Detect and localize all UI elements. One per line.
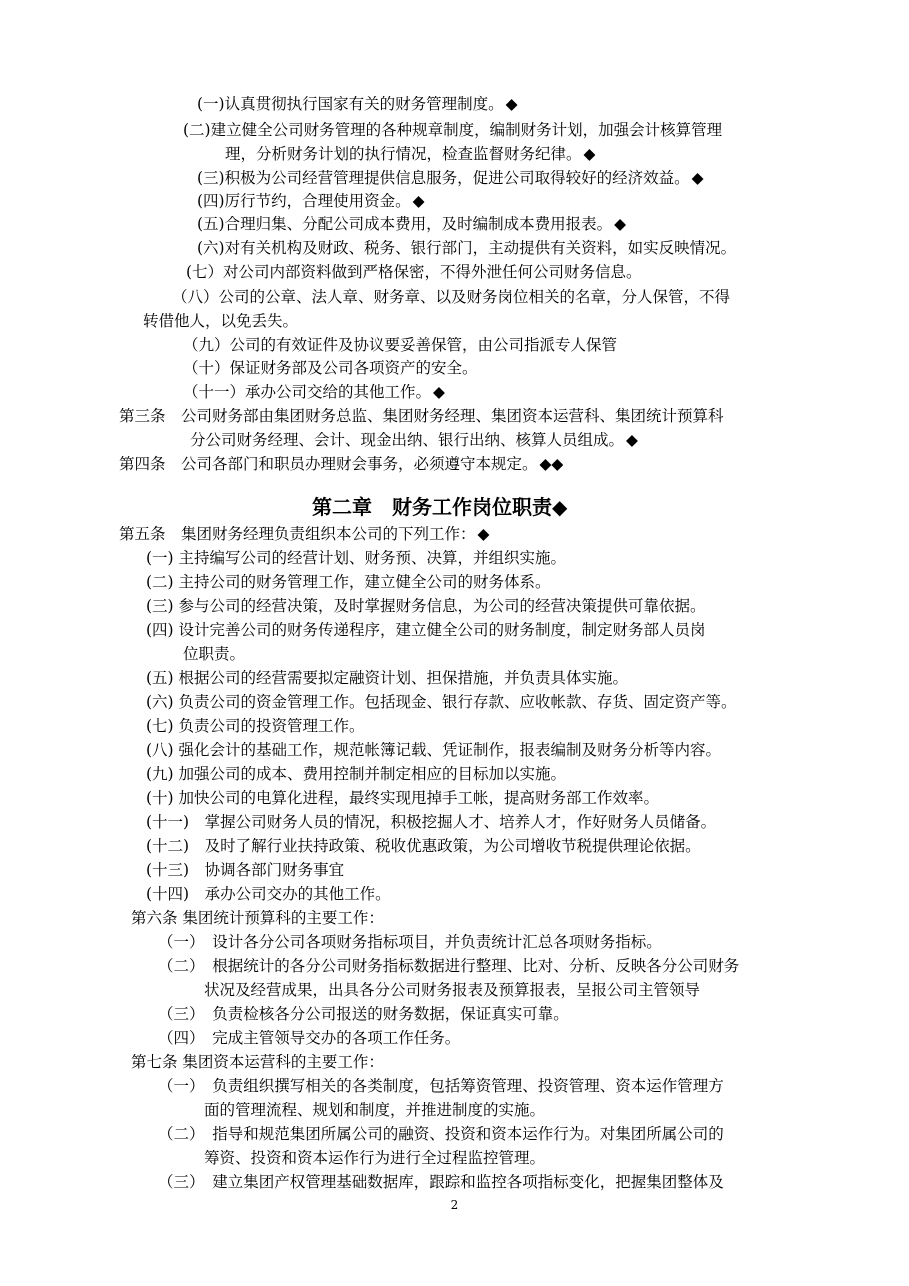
text-line: 第六条 集团统计预算科的主要工作：	[131, 909, 384, 927]
text-line: （一） 设计各分公司各项财务指标项目，并负责统计汇总各项财务指标。	[158, 933, 662, 951]
text-line: (七) 负责公司的投资管理工作。	[146, 717, 365, 735]
text-line: 面的管理流程、规划和制度，并推进制度的实施。	[204, 1101, 546, 1119]
text-line: (十三) 协调各部门财务事宜	[146, 861, 345, 879]
text-line: （十一）承办公司交给的其他工作。 ◆	[183, 383, 445, 401]
text-line: (四) 设计完善公司的财务传递程序，建立健全公司的财务制度，制定财务部人员岗	[146, 621, 706, 639]
text-line: (八) 强化会计的基础工作，规范帐簿记载、凭证制作，报表编制及财务分析等内容。	[146, 741, 722, 759]
text-line: (一) 主持编写公司的经营计划、财务预、决算，并组织实施。	[146, 549, 567, 567]
text-line: (五) 根据公司的经营需要拟定融资计划、担保措施，并负责具体实施。	[146, 669, 629, 687]
page-number: 2	[450, 1198, 459, 1212]
text-line: （二） 指导和规范集团所属公司的融资、投资和资本运作行为。对集团所属公司的	[158, 1125, 724, 1143]
text-line: (四)厉行节约，合理使用资金。 ◆	[197, 192, 425, 210]
text-line: (九) 加强公司的成本、费用控制并制定相应的目标加以实施。	[146, 765, 567, 783]
text-line: （三） 负责检核各分公司报送的财务数据，保证真实可靠。	[158, 1005, 569, 1023]
text-line: 第五条 集团财务经理负责组织本公司的下列工作： ◆	[119, 525, 490, 543]
text-line: (五)合理归集、分配公司成本费用，及时编制成本费用报表。 ◆	[197, 215, 627, 233]
text-line: 第三条 公司财务部由集团财务总监、集团财务经理、集团资本运营科、集团统计预算科	[119, 407, 724, 425]
text-line: （八）公司的公章、法人章、财务章、以及财务岗位相关的名章，分人保管，不得	[172, 288, 731, 306]
text-line: (二) 主持公司的财务管理工作，建立健全公司的财务体系。	[146, 573, 551, 591]
text-line: (十一) 掌握公司财务人员的情况，积极挖掘人才、培养人才，作好财务人员储备。	[146, 813, 717, 831]
text-line: (六) 负责公司的资金管理工作。包括现金、银行存款、应收帐款、存货、固定资产等。	[146, 693, 737, 711]
text-line: 第四条 公司各部门和职员办理财会事务，必须遵守本规定。 ◆◆	[119, 455, 564, 473]
text-line: (十) 加快公司的电算化进程，最终实现甩掉手工帐，提高财务部工作效率。	[146, 789, 660, 807]
text-line: (三) 参与公司的经营决策，及时掌握财务信息，为公司的经营决策提供可靠依据。	[146, 597, 706, 615]
text-line: (十二) 及时了解行业扶持政策、税收优惠政策，为公司增收节税提供理论依据。	[146, 837, 701, 855]
text-line: （十）保证财务部及公司各项资产的安全。	[183, 359, 478, 377]
text-line: (十四) 承办公司交办的其他工作。	[146, 885, 391, 903]
text-line: （四） 完成主管领导交办的各项工作任务。	[158, 1029, 461, 1047]
text-line: （九）公司的有效证件及协议要妥善保管，由公司指派专人保管	[183, 336, 618, 354]
text-line: 位职责。	[183, 645, 246, 663]
text-line: 状况及经营成果，出具各分公司财务报表及预算报表，呈报公司主管领导	[204, 981, 701, 999]
text-line: 转借他人，以免丢失。	[143, 312, 299, 330]
text-line: (一)认真贯彻执行国家有关的财务管理制度。 ◆	[197, 95, 518, 113]
text-line: （二） 根据统计的各分公司财务指标数据进行整理、比对、分析、反映各分公司财务	[158, 957, 740, 975]
text-line: (二)建立健全公司财务管理的各种规章制度，编制财务计划，加强会计核算管理	[183, 121, 723, 139]
text-line: (七）对公司内部资料做到严格保密，不得外泄任何公司财务信息。	[186, 263, 642, 281]
text-line: 筹资、投资和资本运作行为进行全过程监控管理。	[204, 1149, 546, 1167]
text-line: (六)对有关机构及财政、税务、银行部门，主动提供有关资料，如实反映情况。	[197, 239, 737, 257]
text-line: （一） 负责组织撰写相关的各类制度，包括筹资管理、投资管理、资本运作管理方	[158, 1077, 724, 1095]
chapter-heading: 第二章 财务工作岗位职责◆	[312, 495, 568, 519]
text-line: 第七条 集团资本运营科的主要工作：	[131, 1053, 384, 1071]
text-line: 理，分析财务计划的执行情况，检查监督财务纪律。 ◆	[225, 145, 596, 163]
text-line: (三)积极为公司经营管理提供信息服务，促进公司取得较好的经济效益。 ◆	[197, 169, 704, 187]
text-line: 分公司财务经理、会计、现金出纳、银行出纳、核算人员组成。 ◆	[190, 431, 638, 449]
text-line: （三） 建立集团产权管理基础数据库，跟踪和监控各项指标变化，把握集团整体及	[158, 1173, 724, 1191]
